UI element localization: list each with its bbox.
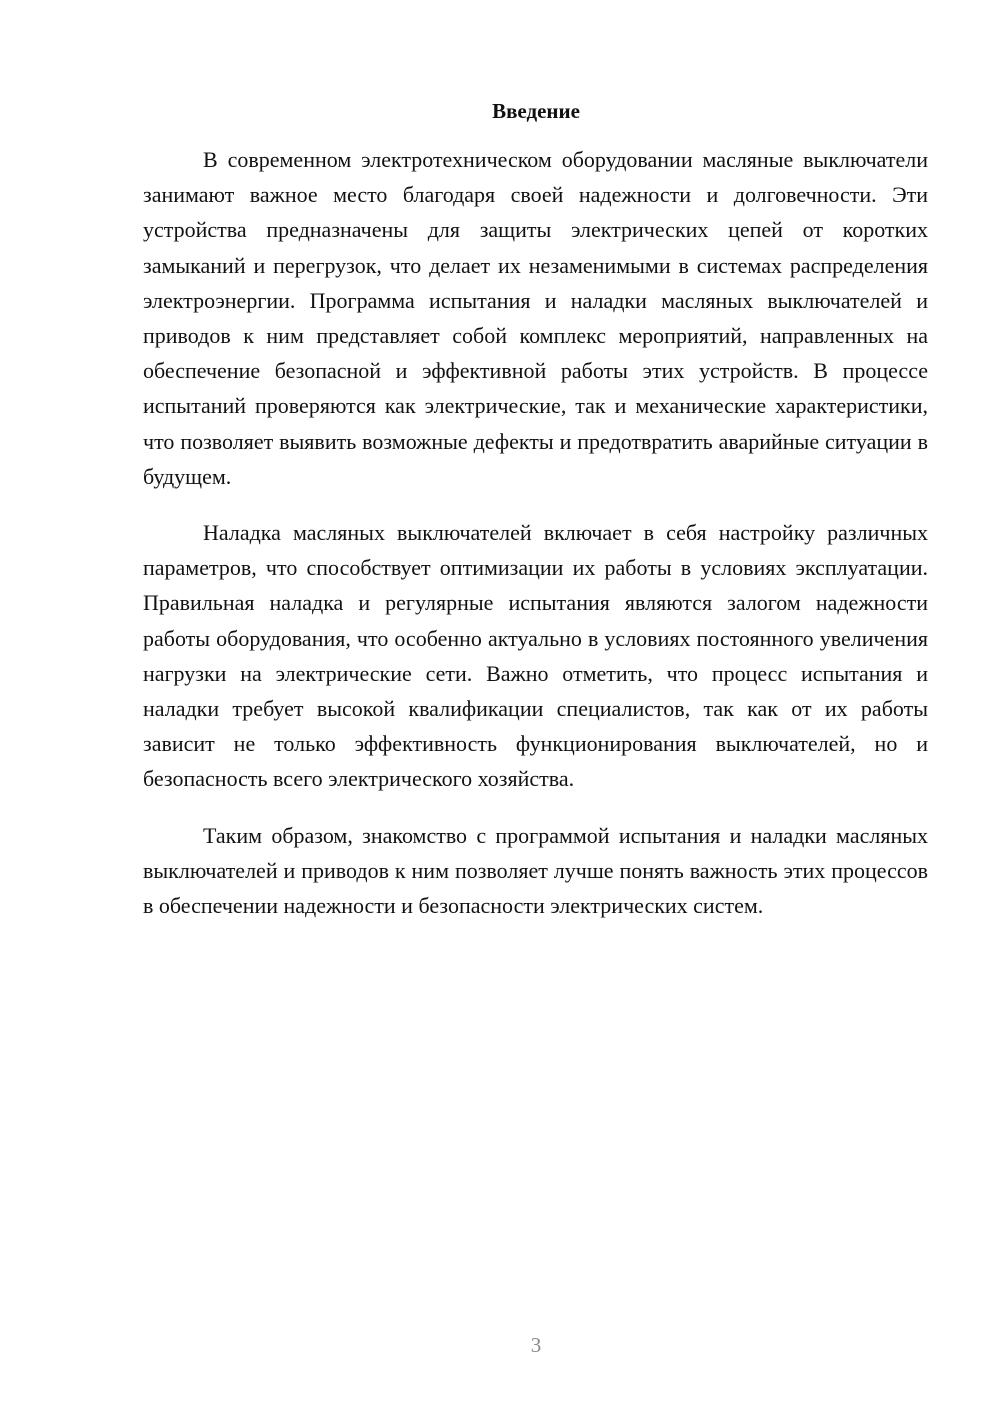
- section-title: Введение: [492, 99, 580, 123]
- paragraph-2: Наладка масляных выключателей включает в себя настройку различных параметров, что способствует оптимизации их работы в условиях эксплуатации. Правильная наладка и регулярные испытания являются залогом надежности работы оборудования, что особенно актуально в условиях постоянного увеличения нагрузки на электрические сети. Важно отметить, что процесс испытания и наладки требует высокой квалификации специалистов, так как от их работы зависит не только эффективность функционирования выключателей, но и безопасность всего электрического хозяйства.: [143, 520, 928, 792]
- paragraph-3: Таким образом, знакомство с программой испытания и наладки масляных выключателей и приводов к ним позволяет лучше понять важность этих процессов в обеспечении надежности и безопасности электрических систем.: [143, 822, 928, 919]
- page-number: 3: [530, 1333, 542, 1357]
- paragraph-1: В современном электротехническом оборудовании масляные выключатели занимают важное место благодаря своей надежности и долговечности. Эти устройства предназначены для защиты электрических цепей от коротких замыканий и перегрузок, что делает их незаменимыми в системах распределения электроэнергии. Программа испытания и наладки масляных выключателей и приводов к ним представляет собой комплекс мероприятий, направленных на обеспечение безопасной и эффективной работы этих устройств. В процессе испытаний проверяются как электрические, так и механические характеристики, что позволяет выявить возможные дефекты и предотвратить аварийные ситуации в будущем.: [143, 147, 928, 489]
- body-text: [143, 142, 928, 923]
